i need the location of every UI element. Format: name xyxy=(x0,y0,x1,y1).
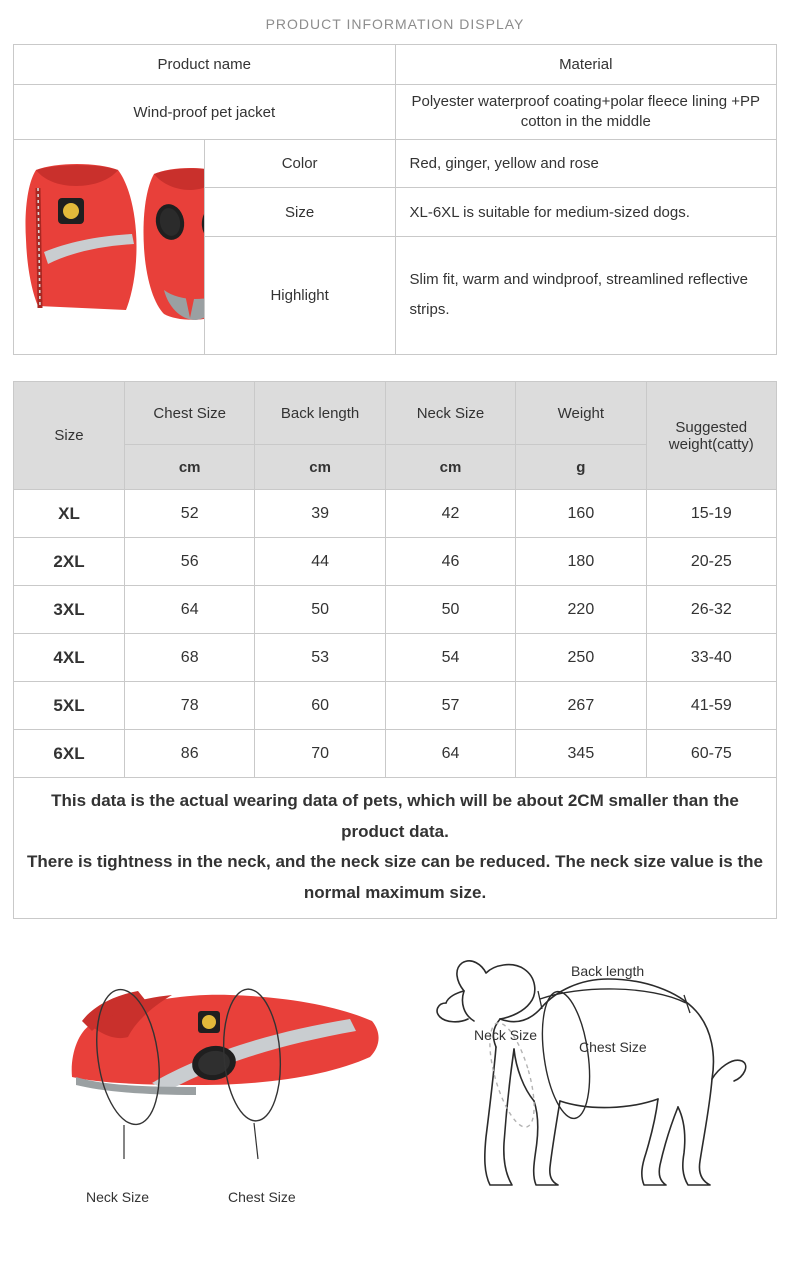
unit-neck: cm xyxy=(385,445,515,490)
unit-chest: cm xyxy=(125,445,255,490)
cell-weight: 250 xyxy=(516,634,646,682)
size-table-note-row xyxy=(14,778,777,919)
note-line-2: There is tightness in the neck, and the neck size can be reduced. The neck size value is the normal maximum size. xyxy=(27,852,763,902)
header-weight: Weight xyxy=(516,382,646,445)
product-photo-cell xyxy=(14,140,205,355)
cell-neck: 54 xyxy=(385,634,515,682)
header-back-length: Back length xyxy=(255,382,385,445)
color-label: Color xyxy=(204,140,395,188)
cell-neck: 42 xyxy=(385,490,515,538)
measurement-illustrations xyxy=(0,937,790,1267)
cell-neck: 64 xyxy=(385,730,515,778)
table-row xyxy=(14,490,777,538)
table-row xyxy=(14,538,777,586)
jacket-side-view xyxy=(25,164,136,310)
cell-neck: 46 xyxy=(385,538,515,586)
product-name-header: Product name xyxy=(14,45,396,85)
highlight-value: Slim fit, warm and windproof, streamlined reflective strips. xyxy=(395,236,777,354)
material-value: Polyester waterproof coating+polar fleece lining +PP cotton in the middle xyxy=(395,85,777,140)
note-line-1: This data is the actual wearing data of pets, which will be about 2CM smaller than the product data. xyxy=(51,791,739,841)
cell-suggested: 26-32 xyxy=(646,586,776,634)
cell-neck: 57 xyxy=(385,682,515,730)
product-info-table xyxy=(13,44,777,355)
header-chest-size: Chest Size xyxy=(125,382,255,445)
cell-size: 3XL xyxy=(14,586,125,634)
cell-suggested: 60-75 xyxy=(646,730,776,778)
cell-neck: 50 xyxy=(385,586,515,634)
cell-back: 53 xyxy=(255,634,385,682)
cell-size: 2XL xyxy=(14,538,125,586)
table-row xyxy=(14,586,777,634)
right-neck-size-label: Neck Size xyxy=(474,1027,538,1044)
left-chest-size-label: Chest Size xyxy=(228,1189,296,1206)
cell-size: 4XL xyxy=(14,634,125,682)
cell-chest: 86 xyxy=(125,730,255,778)
table-row xyxy=(14,682,777,730)
material-header: Material xyxy=(395,45,777,85)
size-value: XL-6XL is suitable for medium-sized dogs. xyxy=(395,188,777,236)
jacket-measure-illustration xyxy=(20,937,420,1207)
cell-suggested: 20-25 xyxy=(646,538,776,586)
cell-weight: 160 xyxy=(516,490,646,538)
size-table-note xyxy=(14,778,777,919)
cell-back: 39 xyxy=(255,490,385,538)
table-row xyxy=(14,85,777,140)
table-row xyxy=(14,730,777,778)
page-title: PRODUCT INFORMATION DISPLAY xyxy=(265,16,525,32)
size-chart-table xyxy=(13,381,777,919)
cell-back: 44 xyxy=(255,538,385,586)
left-neck-size-label: Neck Size xyxy=(86,1189,150,1206)
cell-size: XL xyxy=(14,490,125,538)
product-jacket-photo xyxy=(14,140,204,354)
product-name-value: Wind-proof pet jacket xyxy=(14,85,396,140)
cell-suggested: 33-40 xyxy=(646,634,776,682)
cell-chest: 78 xyxy=(125,682,255,730)
cell-chest: 64 xyxy=(125,586,255,634)
cell-back: 50 xyxy=(255,586,385,634)
header-suggested-weight: Suggested weight(catty) xyxy=(646,382,776,490)
cell-suggested: 15-19 xyxy=(646,490,776,538)
unit-back: cm xyxy=(255,445,385,490)
cell-chest: 68 xyxy=(125,634,255,682)
cell-size: 6XL xyxy=(14,730,125,778)
cell-chest: 52 xyxy=(125,490,255,538)
size-table-header-row xyxy=(14,382,777,445)
cell-weight: 180 xyxy=(516,538,646,586)
color-value: Red, ginger, yellow and rose xyxy=(395,140,777,188)
header-size: Size xyxy=(14,382,125,490)
unit-weight: g xyxy=(516,445,646,490)
cell-back: 60 xyxy=(255,682,385,730)
table-row xyxy=(14,45,777,85)
table-row xyxy=(14,634,777,682)
cell-weight: 267 xyxy=(516,682,646,730)
cell-weight: 220 xyxy=(516,586,646,634)
cell-back: 70 xyxy=(255,730,385,778)
size-label: Size xyxy=(204,188,395,236)
highlight-label: Highlight xyxy=(204,236,395,354)
header-neck-size: Neck Size xyxy=(385,382,515,445)
cell-weight: 345 xyxy=(516,730,646,778)
right-back-length-label: Back length xyxy=(571,963,645,980)
cell-size: 5XL xyxy=(14,682,125,730)
cell-chest: 56 xyxy=(125,538,255,586)
cell-suggested: 41-59 xyxy=(646,682,776,730)
table-row xyxy=(14,140,777,188)
right-chest-size-label: Chest Size xyxy=(579,1039,647,1056)
